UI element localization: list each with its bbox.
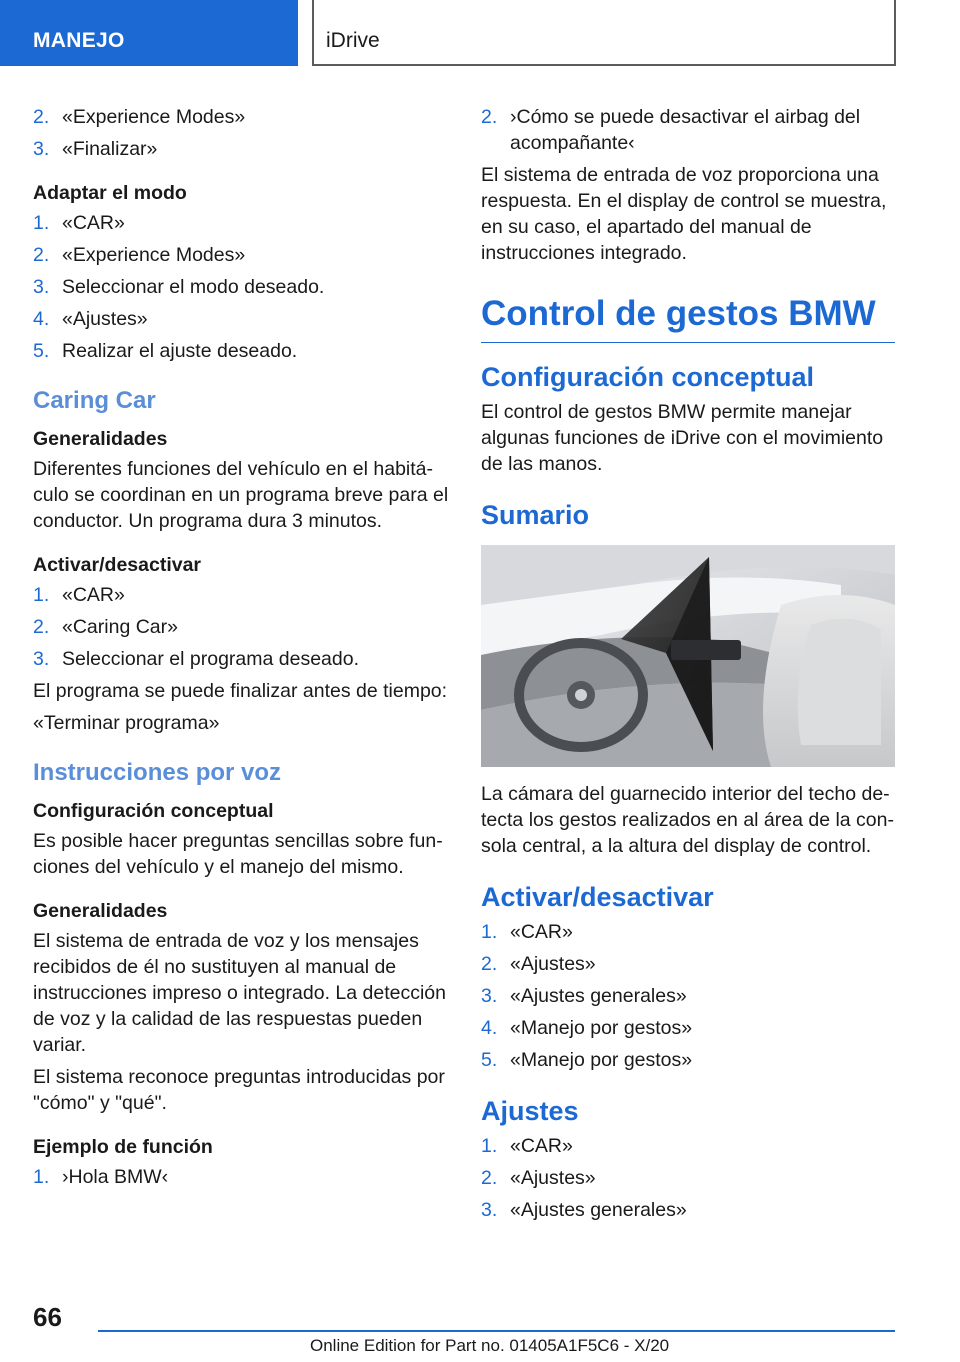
paragraph-voz-conf: Es posible hacer preguntas sencillas sobre funciones del vehículo y el manejo del mismo. bbox=[33, 830, 443, 878]
list-item: 3. «Ajustes generales» bbox=[481, 1199, 687, 1221]
subheading-activar: Activar/desactivar bbox=[33, 554, 202, 576]
steps-list-activar bbox=[33, 582, 451, 672]
car-interior-image bbox=[481, 545, 895, 767]
subheading-generalidades: Generalidades bbox=[33, 428, 168, 450]
car-interior-illustration bbox=[481, 545, 895, 767]
list-item: 2. «Ajustes» bbox=[481, 1167, 596, 1189]
subheading-adapt: Adaptar el modo bbox=[33, 182, 187, 204]
paragraph-finish: El programa se puede finalizar antes de tiempo: bbox=[33, 680, 448, 702]
header-section-tab bbox=[0, 0, 298, 66]
section-title-sumario: Sumario bbox=[481, 500, 590, 530]
section-title-ajustes: Ajustes bbox=[481, 1096, 579, 1126]
footer-edition: Online Edition for Part no. 01405A1F5C6 - X/20 bbox=[310, 1336, 670, 1355]
steps-list-continued bbox=[33, 104, 451, 162]
paragraph-conf: El control de gestos BMW permite manejar algunas funciones de iDrive con el movimiento de las manos. bbox=[481, 401, 884, 475]
list-item: 5. «Manejo por gestos» bbox=[481, 1049, 693, 1071]
steps-list-ajustes bbox=[481, 1133, 895, 1223]
steps-list-adapt bbox=[33, 210, 451, 364]
section-title-caring-car: Caring Car bbox=[33, 387, 156, 414]
paragraph-ejemplo: El sistema de entrada de voz proporciona una respuesta. En el display de control se muestra, en su caso, el apartado del manual de instrucciones integrado. bbox=[481, 164, 887, 264]
paragraph-caring-generalidades: Diferentes funciones del vehículo en el habitáculo se coordinan en un programa breve para el conductor. Un programa dura 3 minutos. bbox=[33, 458, 449, 532]
list-item: 1. «CAR» bbox=[481, 921, 573, 943]
list-item: 3. Seleccionar el programa deseado. bbox=[33, 648, 360, 670]
section-title-voz: Instrucciones por voz bbox=[33, 759, 282, 786]
list-item: 1. «CAR» bbox=[33, 212, 125, 234]
right-column bbox=[481, 100, 895, 1229]
subheading-voz-gen: Generalidades bbox=[33, 900, 168, 922]
section-title-activar: Activar/desactivar bbox=[481, 882, 714, 912]
list-item: 3. «Ajustes generales» bbox=[481, 985, 687, 1007]
steps-list-ejemplo bbox=[33, 1164, 451, 1190]
list-item: 5. Realizar el ajuste deseado. bbox=[33, 340, 298, 362]
list-item: 4. «Manejo por gestos» bbox=[481, 1017, 693, 1039]
steps-list-activar-gestos bbox=[481, 919, 895, 1073]
page-number: 66 bbox=[33, 1302, 62, 1332]
list-item: 2. «Caring Car» bbox=[33, 616, 178, 638]
left-column bbox=[33, 100, 451, 1196]
list-item: 1. ›Hola BMW‹ bbox=[33, 1166, 169, 1188]
subheading-ejemplo: Ejemplo de función bbox=[33, 1136, 213, 1158]
footer-divider bbox=[98, 1330, 895, 1332]
subheading-voz-conf: Configuración conceptual bbox=[33, 800, 274, 822]
paragraph-voz-gen-2: El sistema reconoce preguntas introducidas por "cómo" y "qué". bbox=[33, 1066, 445, 1114]
list-item: 2. ›Cómo se puede desactivar el airbag del acompañante‹ bbox=[481, 106, 861, 154]
list-item: 2. «Experience Modes» bbox=[33, 244, 246, 266]
chapter-title-gestos: Control de gestos BMW bbox=[481, 292, 895, 343]
steps-list-ejemplo-continued bbox=[481, 104, 895, 156]
list-item: 1. «CAR» bbox=[33, 584, 125, 606]
paragraph-voz-gen-1: El sistema de entrada de voz y los mensajes recibidos de él no sustituyen al manual de instrucciones impreso o integrado. La detección de voz y la calidad de las respuestas pueden variar. bbox=[33, 930, 446, 1056]
section-title-conf: Configuración conceptual bbox=[481, 362, 815, 392]
list-item: 4. «Ajustes» bbox=[33, 308, 148, 330]
list-item: 3. Seleccionar el modo deseado. bbox=[33, 276, 325, 298]
header-chapter-tab bbox=[312, 0, 896, 66]
list-item: 2. «Experience Modes» bbox=[33, 106, 246, 128]
paragraph-sumario: La cámara del guarnecido interior del techo detecta los gestos realizados en al área de la consola central, a la altura del display de control. bbox=[481, 783, 895, 857]
header-chapter-label: iDrive bbox=[326, 29, 380, 52]
paragraph-finish-command: «Terminar programa» bbox=[33, 712, 220, 734]
list-item: 1. «CAR» bbox=[481, 1135, 573, 1157]
list-item: 2. «Ajustes» bbox=[481, 953, 596, 975]
list-item: 3. «Finalizar» bbox=[33, 138, 158, 160]
header-section-label: MANEJO bbox=[33, 29, 125, 52]
